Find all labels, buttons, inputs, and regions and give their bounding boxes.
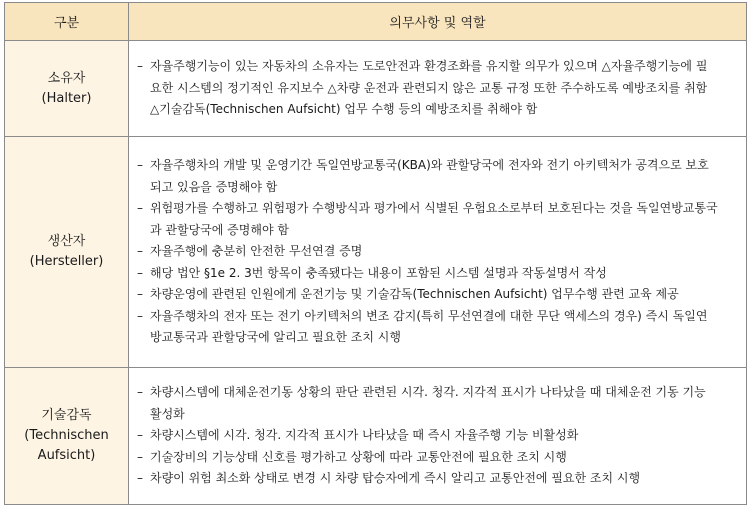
duty-text-line: 차량운영에 관련된 인원에게 운전기능 및 기술감독(Technischen Aufsicht) 업무수행 관련 교육 제공 <box>150 287 679 302</box>
duty-item <box>137 382 736 425</box>
bullet-dash: – <box>137 449 143 464</box>
duty-item <box>137 241 736 263</box>
duty-item <box>137 56 736 121</box>
duty-item <box>137 198 736 241</box>
bullet-dash: – <box>137 471 143 486</box>
duties-cell <box>129 137 747 368</box>
category-sub-2: Aufsicht) <box>37 448 96 463</box>
category-sub: (Halter) <box>41 90 92 106</box>
duty-text-line: 과 관할당국에 증명해야 함 <box>150 222 289 237</box>
duty-text-line: 요한 시스템의 정기적인 유지보수 △차량 운전과 관련되지 않은 교통 규정 또한 주수하도록 예방조치를 취함 <box>150 80 708 95</box>
bullet-dash: – <box>137 287 143 302</box>
duty-item <box>137 263 736 285</box>
duty-text-line: 자율주행에 충분히 안전한 무선연결 증명 <box>150 244 363 259</box>
category-name: 기술감독 <box>41 408 92 423</box>
duty-item <box>137 447 736 469</box>
duty-text-line: 차량시스템에 대체운전기동 상황의 판단 관련된 시각. 청각. 지각적 표시가 나타났을 때 대체운전 기동 기능 <box>150 385 706 400</box>
duties-table <box>4 2 747 505</box>
table-row <box>5 41 747 137</box>
duty-text-line: 되고 있음을 증명해야 함 <box>150 179 278 194</box>
bullet-dash: – <box>137 428 143 443</box>
bullet-dash: – <box>137 385 143 400</box>
category-cell <box>5 41 129 137</box>
category-sub: (Technischen <box>24 428 109 443</box>
bullet-dash: – <box>137 265 143 280</box>
bullet-dash: – <box>137 158 143 173</box>
category-cell <box>5 137 129 368</box>
duty-text-line: 위험평가를 수행하고 위험평가 수행방식과 평가에서 식별된 우험요소로부터 보호된다는 것을 독일연방교통국 <box>150 201 718 216</box>
header-duties: 의무사항 및 역할 <box>129 3 747 41</box>
duty-item <box>137 306 736 349</box>
table-row <box>5 137 747 368</box>
duty-text-line: 자율주행기능이 있는 자동차의 소유자는 도로안전과 환경조화를 유지할 의무가 있으며 △자율주행기능에 필 <box>150 59 708 74</box>
duty-text-line: 자율주행차의 개발 및 운영기간 독일연방교통국(KBA)와 관할당국에 전자와 전기 아키텍처가 공격으로 보호 <box>150 158 709 173</box>
category-name: 소유자 <box>47 70 86 86</box>
duties-cell <box>129 368 747 505</box>
bullet-dash: – <box>137 308 143 323</box>
duty-item <box>137 284 736 306</box>
duty-text-line: 활성화 <box>150 406 185 421</box>
bullet-dash: – <box>137 59 143 74</box>
duty-item <box>137 468 736 490</box>
duty-text-line: 기술장비의 기능상태 신호를 평가하고 상황에 따라 교통안전에 필요한 조치 시행 <box>150 449 567 464</box>
duties-cell <box>129 41 747 137</box>
table-row <box>5 368 747 505</box>
category-cell <box>5 368 129 505</box>
duty-item <box>137 425 736 447</box>
duty-text-line: 차량시스템에 시각. 청각. 지각적 표시가 나타났을 때 즉시 자율주행 기능 비활성화 <box>150 428 579 443</box>
duty-text-line: 해당 법안 §1e 2. 3번 항목이 충족됐다는 내용이 포함된 시스템 설명과 작동설명서 작성 <box>150 265 607 280</box>
bullet-dash: – <box>137 201 143 216</box>
duty-text-line: 방교통국과 관할당국에 알리고 필요한 조치 시행 <box>150 330 401 345</box>
header-category: 구분 <box>5 3 129 41</box>
category-sub: (Hersteller) <box>29 254 104 269</box>
duty-text-line: △기술감독(Technischen Aufsicht) 업무 수행 등의 예방조치를 취해야 함 <box>150 102 538 117</box>
duty-item <box>137 155 736 198</box>
bullet-dash: – <box>137 244 143 259</box>
category-name: 생산자 <box>47 234 86 249</box>
duty-text-line: 차량이 위험 최소화 상태로 변경 시 차량 탑승자에게 즉시 알리고 교통안전에 필요한 조치 시행 <box>150 471 641 486</box>
duty-text-line: 자율주행차의 전자 또는 전기 아키텍처의 변조 감지(특히 무선연결에 대한 무단 액세스의 경우) 즉시 독일연 <box>150 308 708 323</box>
